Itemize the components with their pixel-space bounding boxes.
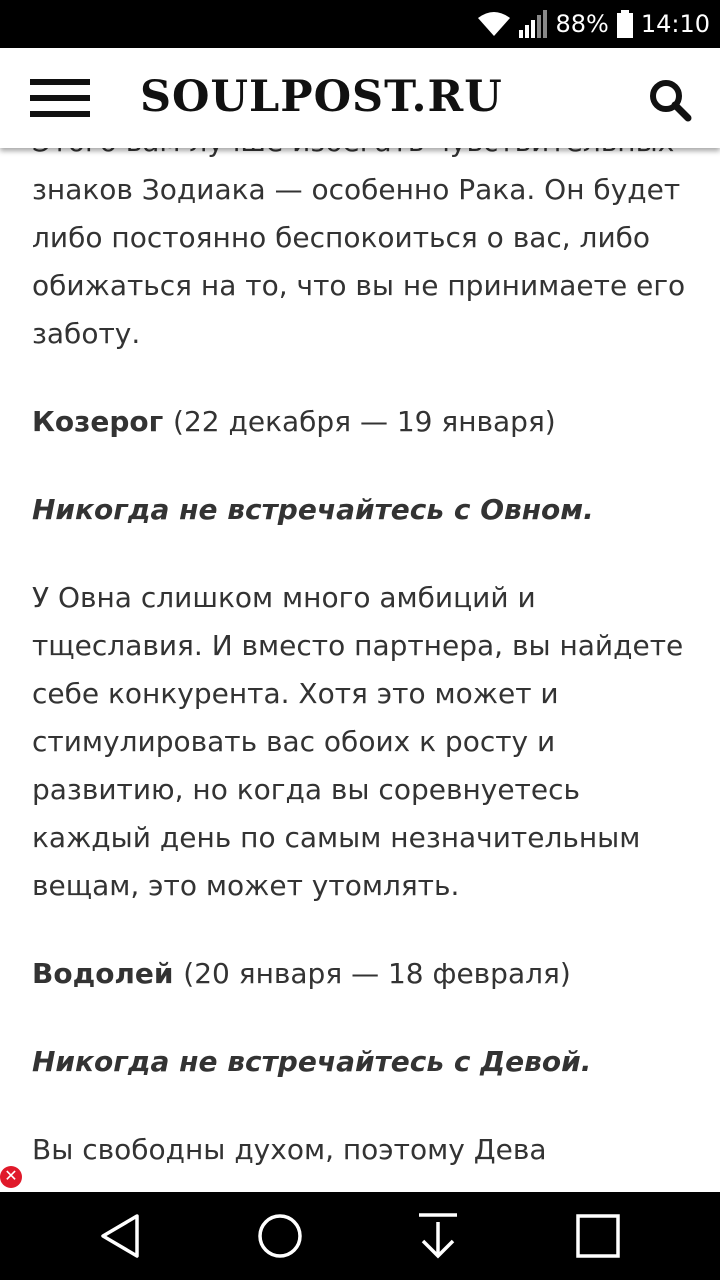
download-icon <box>417 1212 459 1260</box>
site-logo[interactable]: SOULPOST.RU <box>140 72 503 122</box>
article-paragraph: знаков Зодиака — особенно Рака. Он будет либо постоянно беспокоиться о вас, либо обижаться на то, что вы не принимаете его заботу. <box>32 173 686 350</box>
recents-button[interactable] <box>538 1192 658 1280</box>
zodiac-dates: (20 января — 18 февраля) <box>183 957 571 990</box>
back-button[interactable] <box>60 1192 180 1280</box>
recents-icon <box>576 1214 620 1258</box>
close-ad-icon[interactable]: ✕ <box>0 1166 22 1188</box>
article-paragraph: У Овна слишком много амбиций и тщеславия. И вместо партнера, вы найдете себе конкурента. Хотя это может и стимулировать вас обоих к росту и развитию, но когда вы соревнуетесь каждый день по самым незначительным вещам, это может утомлять. <box>32 581 684 902</box>
battery-icon <box>617 10 633 38</box>
home-icon <box>257 1213 303 1259</box>
zodiac-dates: (22 декабря — 19 января) <box>173 405 556 438</box>
hamburger-menu-icon[interactable] <box>30 79 90 117</box>
zodiac-heading <box>32 950 692 998</box>
home-button[interactable] <box>220 1192 340 1280</box>
zodiac-advice: Никогда не встречайтесь с Овном. <box>32 493 594 526</box>
article-body <box>32 118 692 1214</box>
zodiac-sign-name: Водолей <box>32 957 174 990</box>
zodiac-heading <box>32 398 692 446</box>
zodiac-advice: Никогда не встречайтесь с Девой. <box>32 1045 592 1078</box>
article-scroll-area[interactable] <box>0 148 720 1192</box>
signal-icon <box>519 10 547 38</box>
back-icon <box>99 1213 141 1259</box>
battery-percent: 88% <box>555 10 609 38</box>
article-paragraph: Вы свободны духом, поэтому Дева <box>32 1133 547 1166</box>
status-icons <box>477 0 710 48</box>
wifi-icon <box>477 11 511 37</box>
status-bar <box>0 0 720 48</box>
download-button[interactable] <box>378 1192 498 1280</box>
zodiac-sign-name: Козерог <box>32 405 164 438</box>
clock: 14:10 <box>640 10 710 38</box>
navigation-bar <box>0 1192 720 1280</box>
site-header <box>0 48 720 148</box>
search-icon[interactable] <box>648 78 692 122</box>
